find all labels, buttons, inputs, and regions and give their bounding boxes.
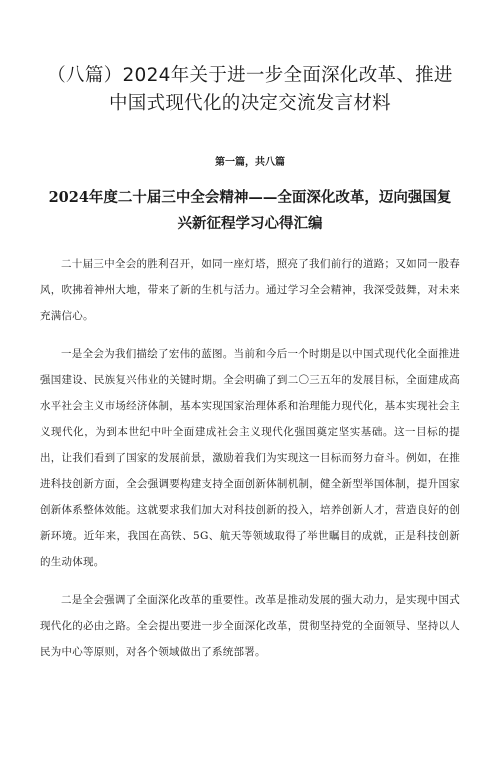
document-subtitle: 2024年度二十届三中全会精神——全面深化改革，迈向强国复兴新征程学习心得汇编 <box>48 189 452 232</box>
paragraph: 二十届三中全会的胜利召开，如同一座灯塔，照亮了我们前行的道路；又如同一股春风，吹拂着神州大地，带来了新的生机与活力。通过学习全会精神，我深受鼓舞，对未来充满信心。 <box>40 258 460 322</box>
document-title: （八篇）2024年关于进一步全面深化改革、推进中国式现代化的决定交流发言材料 <box>47 65 453 114</box>
paragraph: 二是全会强调了全面深化改革的重要性。改革是推动发展的强大动力，是实现中国式现代化的必由之路。全会提出要进一步全面深化改革，贯彻坚持党的全面领导、坚持以人民为中心等原则，对各个领域做出了系统部署。 <box>40 594 460 658</box>
body-text <box>40 251 460 665</box>
document-page <box>0 62 500 769</box>
section-label: 第一篇，共八篇 <box>215 157 285 168</box>
paragraph: 一是全会为我们描绘了宏伟的蓝图。当前和今后一个时期是以中国式现代化全面推进强国建设、民族复兴伟业的关键时期。全会明确了到二〇三五年的发展目标，全面建成高水平社会主义市场经济体制，基本实现国家治理体系和治理能力现代化，基本实现社会主义现代化，为到本世纪中叶全面建成社会主义现代化强国奠定坚实基础。这一目标的提出，让我们看到了国家的发展前景，激励着我们为实现这一目标而努力奋斗。例如，在推进科技创新方面，全会强调要构建支持全面创新体制机制，健全新型举国体制，提升国家创新体系整体效能。这就要求我们加大对科技创新的投入，培养创新人才，营造良好的创新环境。近年来，我国在高铁、5G、航天等领域取得了举世瞩目的成就，正是科技创新的生动体现。 <box>40 348 460 568</box>
